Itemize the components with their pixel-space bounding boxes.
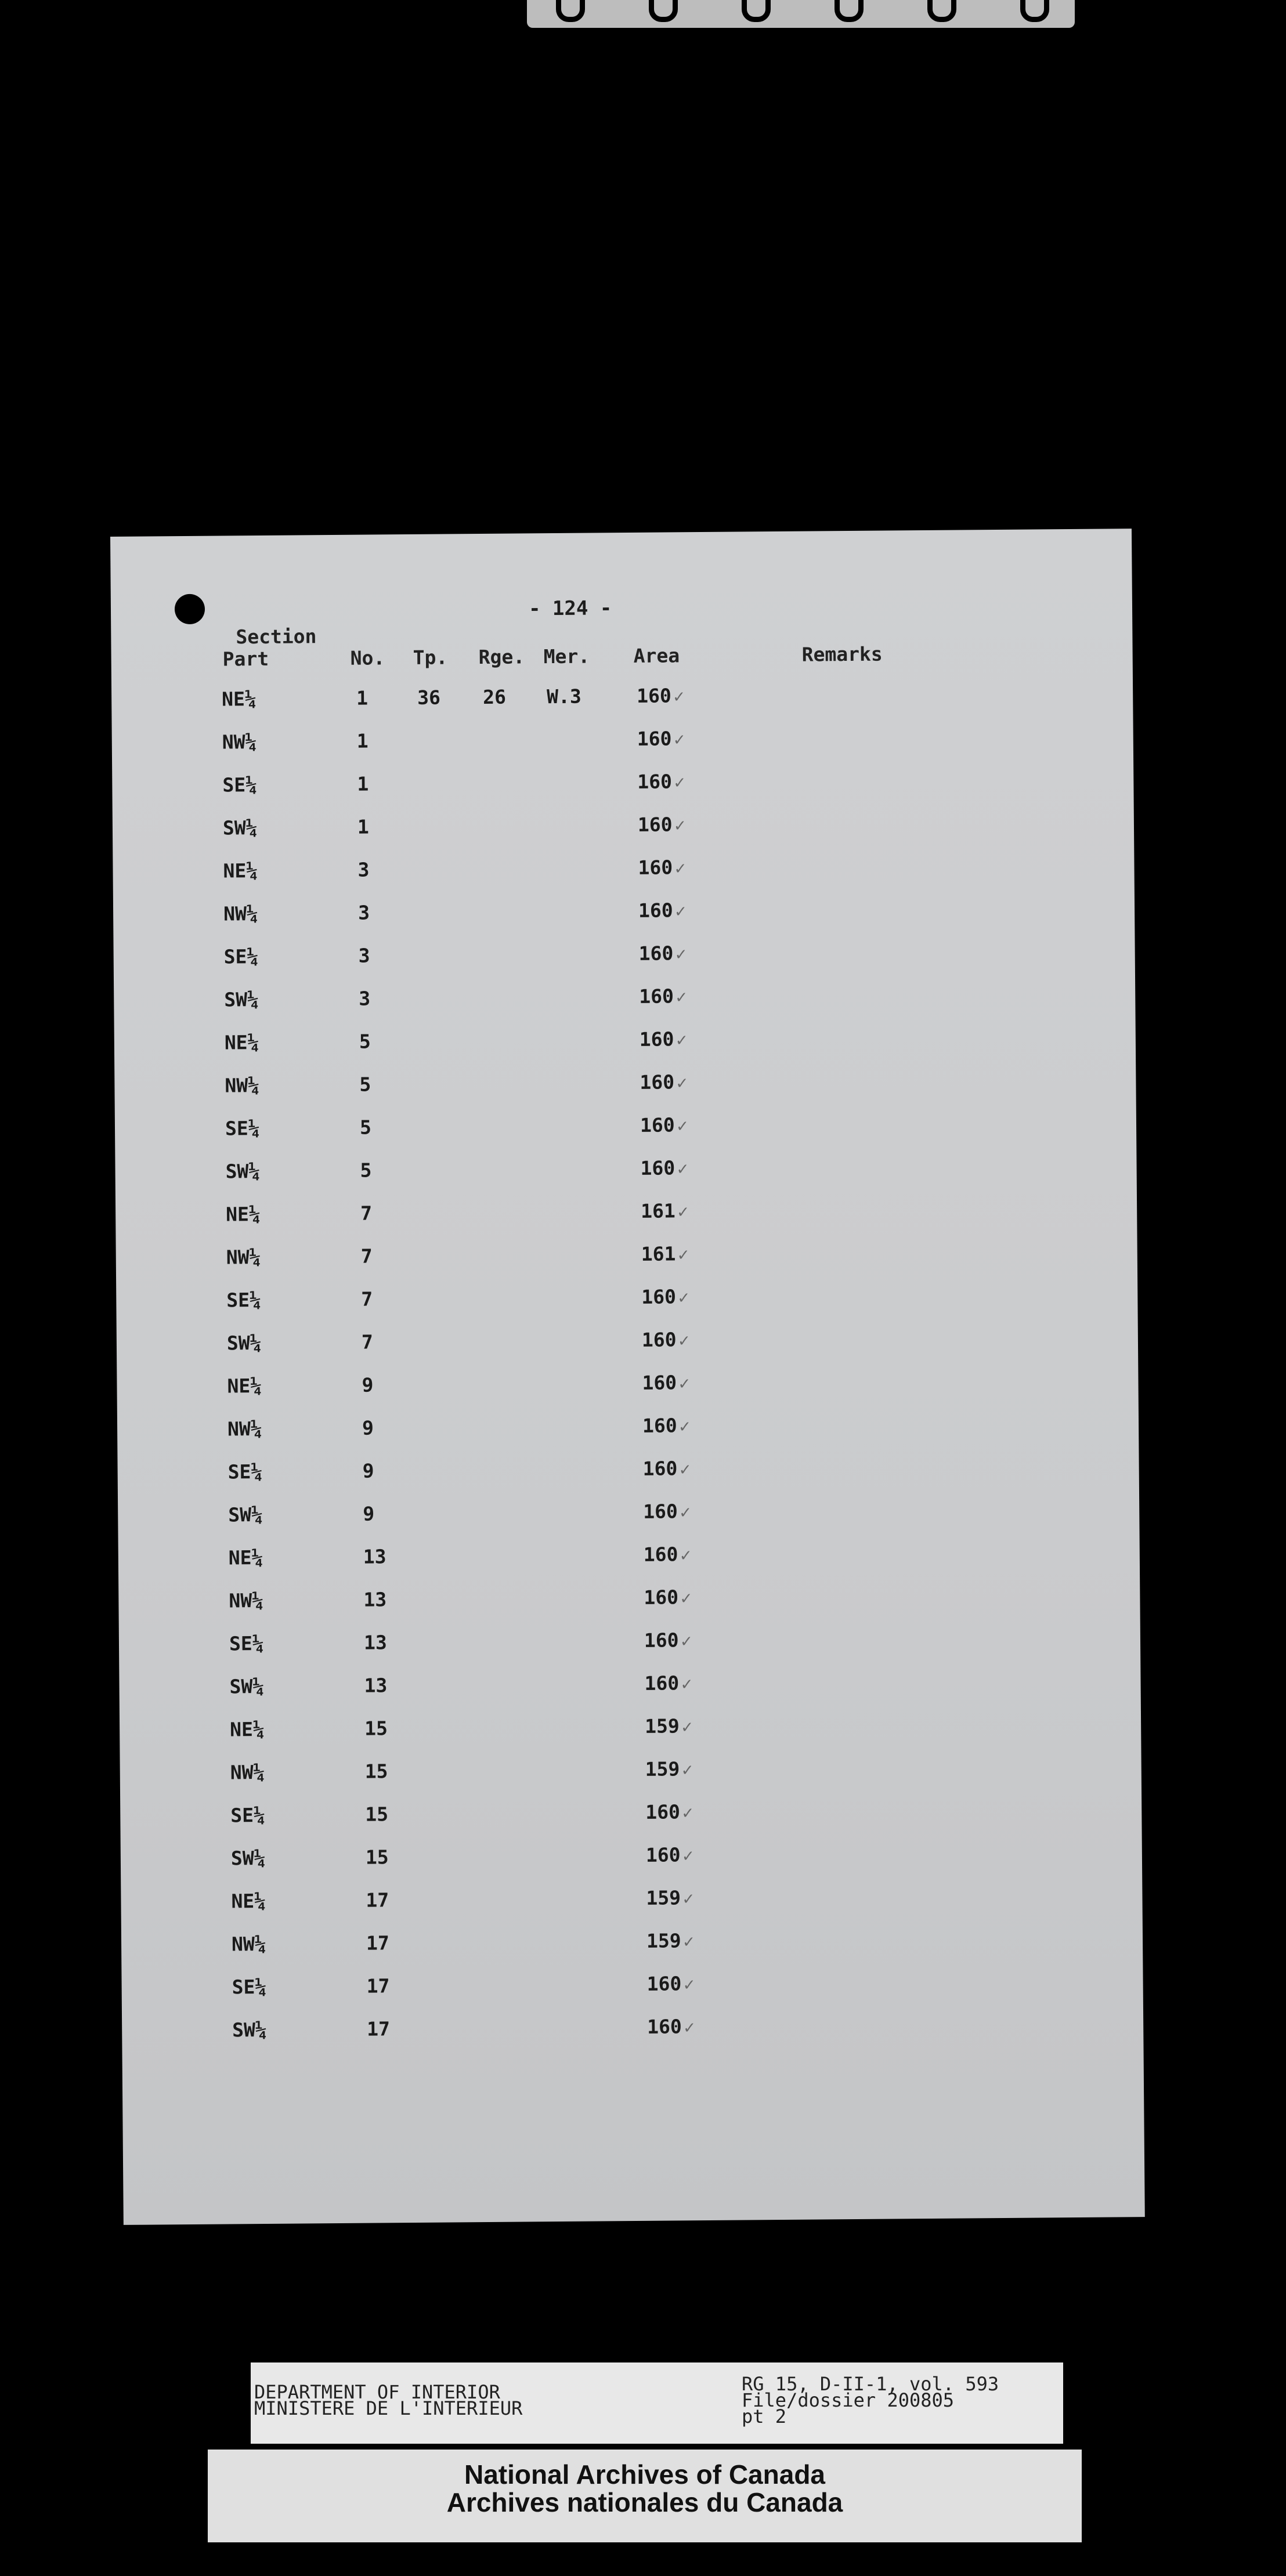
- cell-no: 13: [364, 1674, 388, 1697]
- cell-part: SE¼: [232, 1975, 267, 1999]
- table-row: [120, 1754, 1141, 1797]
- sprocket-hole: [927, 0, 956, 22]
- cell-no: 7: [361, 1330, 373, 1354]
- cell-no: 1: [356, 729, 369, 752]
- cell-area: [637, 727, 685, 750]
- cell-no: 13: [363, 1631, 387, 1654]
- table-row: [112, 766, 1133, 809]
- cell-part: SW¼: [224, 988, 259, 1011]
- checkmark-icon: ✓: [682, 1846, 693, 1866]
- cell-no: 9: [362, 1416, 374, 1439]
- area-value: 160: [640, 1156, 675, 1180]
- cell-part: NW¼: [229, 1589, 264, 1612]
- cell-part: SE¼: [227, 1460, 263, 1484]
- area-value: 160: [638, 899, 673, 922]
- cell-area: [645, 1800, 693, 1824]
- checkmark-icon: ✓: [678, 1287, 689, 1308]
- cell-part: SE¼: [229, 1631, 264, 1655]
- cell-no: 17: [367, 2017, 391, 2040]
- cell-mer: W.3: [547, 685, 581, 708]
- checkmark-icon: ✓: [677, 1202, 688, 1222]
- cell-part: NE¼: [230, 1717, 265, 1741]
- ref-line1: RG 15, D-II-1, vol. 593: [742, 2373, 999, 2395]
- checkmark-icon: ✓: [680, 1588, 692, 1609]
- area-value: 160: [641, 1328, 677, 1351]
- cell-area: [647, 2015, 695, 2038]
- checkmark-icon: ✓: [675, 987, 687, 1008]
- checkmark-icon: ✓: [674, 729, 685, 750]
- checkmark-icon: ✓: [677, 1116, 688, 1137]
- film-strip: [527, 0, 1075, 28]
- table-row: [113, 852, 1134, 895]
- cell-area: [644, 1671, 692, 1695]
- area-value: 160: [644, 1586, 679, 1609]
- cell-part: SE¼: [226, 1288, 262, 1312]
- cell-area: [640, 1113, 688, 1137]
- cell-area: [644, 1629, 692, 1652]
- area-value: 160: [647, 2015, 682, 2038]
- cell-part: SE¼: [222, 773, 258, 797]
- banner-line-fr: Archives nationales du Canada: [446, 2487, 843, 2517]
- cell-no: 3: [358, 944, 370, 967]
- area-value: 160: [637, 684, 671, 707]
- cell-part: SE¼: [223, 945, 259, 968]
- cell-no: 5: [359, 1116, 372, 1139]
- cell-part: SW¼: [222, 816, 258, 840]
- cell-no: 9: [362, 1373, 374, 1396]
- table-row: [115, 1110, 1136, 1153]
- cell-no: 17: [366, 1888, 389, 1912]
- table-row: [112, 723, 1133, 766]
- area-value: 160: [643, 1500, 678, 1523]
- table-row: [117, 1410, 1139, 1453]
- checkmark-icon: ✓: [673, 686, 685, 707]
- cell-no: 7: [360, 1244, 373, 1268]
- cell-no: 13: [363, 1588, 387, 1611]
- checkmark-icon: ✓: [674, 858, 686, 879]
- area-value: 161: [641, 1199, 675, 1222]
- cell-no: 3: [357, 901, 370, 924]
- cell-no: 17: [366, 1974, 390, 1998]
- area-value: 159: [646, 1886, 681, 1909]
- checkmark-icon: ✓: [678, 1330, 689, 1351]
- cell-no: 5: [359, 1073, 371, 1096]
- ref-line3: pt 2: [742, 2405, 787, 2427]
- cell-no: 5: [360, 1159, 372, 1182]
- dept-fr: MINISTERE DE L'INTERIEUR: [254, 2397, 523, 2419]
- cell-part: SW¼: [225, 1160, 261, 1183]
- cell-area: [646, 1843, 693, 1866]
- area-value: 160: [637, 813, 673, 836]
- sprocket-hole: [649, 0, 678, 22]
- sprocket-hole: [742, 0, 771, 22]
- header-tp: Tp.: [413, 646, 448, 669]
- cell-area: [641, 1199, 688, 1222]
- sprocket-hole: [556, 0, 585, 22]
- area-value: 159: [645, 1757, 680, 1781]
- sprocket-hole: [1020, 0, 1049, 22]
- table-row: [120, 1711, 1141, 1754]
- checkmark-icon: ✓: [684, 1974, 695, 1995]
- header-remarks: Remarks: [801, 642, 883, 666]
- ref-line2: File/dossier 200805: [742, 2389, 955, 2411]
- area-value: 160: [638, 856, 673, 879]
- area-value: 161: [641, 1242, 676, 1265]
- cell-no: 15: [365, 1846, 389, 1869]
- checkmark-icon: ✓: [683, 1931, 694, 1952]
- checkmark-icon: ✓: [677, 1159, 688, 1180]
- sprocket-hole: [835, 0, 864, 22]
- cell-area: [644, 1586, 691, 1609]
- cell-no: 15: [364, 1760, 388, 1783]
- cell-area: [637, 770, 685, 793]
- area-value: 160: [643, 1543, 678, 1566]
- table-row: [121, 1969, 1143, 2011]
- punch-hole: [175, 594, 205, 624]
- cell-area: [641, 1285, 689, 1308]
- table-row: [121, 1926, 1143, 1969]
- checkmark-icon: ✓: [679, 1416, 690, 1437]
- checkmark-icon: ✓: [682, 1760, 693, 1781]
- cell-part: NW¼: [226, 1246, 261, 1269]
- cell-area: [642, 1328, 689, 1351]
- cell-area: [640, 1027, 687, 1051]
- dept-en: DEPARTMENT OF INTERIOR: [254, 2381, 500, 2403]
- page-number: - 124 -: [528, 596, 612, 621]
- cell-part: NE¼: [224, 1031, 259, 1054]
- table-row: [115, 1196, 1137, 1239]
- cell-area: [639, 985, 687, 1008]
- area-value: 160: [640, 1113, 675, 1137]
- area-value: 159: [644, 1714, 680, 1738]
- checkmark-icon: ✓: [681, 1631, 692, 1652]
- table-row: [118, 1496, 1139, 1539]
- table-row: [120, 1797, 1141, 1840]
- checkmark-icon: ✓: [674, 772, 685, 793]
- cell-no: 15: [365, 1803, 389, 1826]
- cell-part: NW¼: [227, 1417, 262, 1441]
- cell-area: [646, 1929, 694, 1952]
- table-row: [114, 1067, 1136, 1110]
- cell-part: NE¼: [223, 859, 258, 882]
- table-row: [119, 1625, 1140, 1668]
- area-value: 160: [644, 1629, 679, 1652]
- cell-part: NE¼: [222, 688, 257, 711]
- area-value: 160: [640, 1070, 675, 1094]
- area-value: 159: [646, 1929, 681, 1952]
- cell-no: 7: [361, 1287, 373, 1311]
- header-section: Section: [236, 625, 317, 649]
- table-row: [118, 1582, 1140, 1625]
- checkmark-icon: ✓: [680, 1502, 691, 1523]
- area-value: 160: [637, 727, 672, 750]
- table-row: [122, 2011, 1143, 2054]
- table-row: [118, 1539, 1140, 1582]
- checkmark-icon: ✓: [680, 1459, 691, 1480]
- table-row: [114, 1024, 1136, 1067]
- cell-no: 3: [359, 987, 371, 1010]
- table-row: [118, 1453, 1139, 1496]
- cell-part: SW¼: [230, 1846, 266, 1870]
- table-row: [117, 1367, 1138, 1410]
- cell-no: 1: [356, 686, 369, 710]
- cell-area: [646, 1972, 694, 1995]
- table-row: [121, 1840, 1142, 1883]
- checkmark-icon: ✓: [678, 1244, 689, 1265]
- cell-area: [645, 1714, 692, 1738]
- cell-no: 9: [363, 1502, 375, 1525]
- cell-area: [639, 942, 687, 965]
- cell-part: NE¼: [226, 1203, 261, 1226]
- cell-area: [638, 813, 685, 836]
- area-value: 160: [641, 1285, 677, 1308]
- table-row: [114, 981, 1135, 1024]
- cell-area: [642, 1414, 690, 1437]
- cell-area: [637, 684, 684, 707]
- cell-area: [641, 1242, 689, 1265]
- checkmark-icon: ✓: [680, 1545, 691, 1566]
- area-value: 160: [645, 1800, 681, 1824]
- area-value: 160: [642, 1371, 677, 1394]
- archives-banner: [208, 2450, 1082, 2542]
- table-row: [116, 1282, 1137, 1325]
- checkmark-icon: ✓: [675, 901, 686, 922]
- table-row: [115, 1153, 1136, 1196]
- table-row: [121, 1883, 1142, 1926]
- checkmark-icon: ✓: [681, 1674, 692, 1695]
- cell-no: 9: [362, 1459, 374, 1482]
- checkmark-icon: ✓: [676, 1030, 687, 1051]
- area-value: 160: [638, 942, 674, 965]
- banner-line-en: National Archives of Canada: [464, 2459, 825, 2490]
- cell-area: [638, 856, 685, 879]
- table-row: [113, 895, 1135, 938]
- cell-part: NE¼: [227, 1374, 262, 1398]
- area-value: 160: [644, 1671, 680, 1695]
- header-mer: Mer.: [543, 645, 590, 668]
- cell-part: NW¼: [231, 1932, 266, 1956]
- table-row: [117, 1325, 1138, 1367]
- area-value: 160: [642, 1457, 678, 1480]
- header-no: No.: [350, 646, 385, 670]
- cell-no: 5: [359, 1030, 371, 1053]
- checkmark-icon: ✓: [675, 944, 687, 965]
- cell-part: SW¼: [229, 1674, 265, 1698]
- cell-area: [642, 1457, 690, 1480]
- table-row: [119, 1668, 1140, 1711]
- cell-part: NW¼: [230, 1760, 265, 1784]
- header-area: Area: [633, 644, 680, 667]
- cell-part: NE¼: [228, 1546, 263, 1569]
- cell-part: NW¼: [225, 1074, 260, 1097]
- cell-area: [643, 1500, 691, 1523]
- cell-area: [638, 899, 686, 922]
- cell-no: 3: [357, 858, 370, 881]
- cell-part: NE¼: [231, 1889, 266, 1913]
- table-row: [111, 681, 1133, 723]
- cell-no: 1: [357, 815, 369, 838]
- cell-part: NW¼: [223, 902, 258, 925]
- cell-part: NW¼: [222, 730, 257, 754]
- area-value: 160: [645, 1843, 681, 1866]
- area-value: 160: [642, 1414, 677, 1437]
- area-value: 160: [639, 1027, 674, 1051]
- cell-area: [646, 1886, 693, 1909]
- area-value: 160: [637, 770, 673, 793]
- cell-no: 1: [357, 772, 369, 795]
- table-row: [113, 809, 1134, 852]
- cell-part: SW¼: [228, 1503, 263, 1526]
- cell-part: SW¼: [232, 2018, 267, 2042]
- checkmark-icon: ✓: [682, 1888, 694, 1909]
- cell-no: 17: [366, 1931, 389, 1955]
- cell-part: SE¼: [230, 1803, 266, 1827]
- header-rge: Rge.: [478, 645, 525, 669]
- cell-no: 13: [363, 1545, 386, 1568]
- cell-part: SW¼: [226, 1331, 262, 1355]
- checkmark-icon: ✓: [674, 815, 685, 836]
- table-row: [114, 938, 1135, 981]
- cell-area: [640, 1070, 687, 1094]
- checkmark-icon: ✓: [676, 1073, 688, 1094]
- document-sheet: [110, 529, 1145, 2225]
- cell-area: [644, 1543, 691, 1566]
- cell-rge: 26: [483, 685, 507, 708]
- cell-tp: 36: [417, 686, 441, 709]
- archive-label: [251, 2362, 1063, 2444]
- area-value: 160: [646, 1972, 682, 1995]
- header-part: Part: [222, 647, 269, 671]
- cell-no: 7: [360, 1202, 373, 1225]
- cell-area: [645, 1757, 693, 1781]
- checkmark-icon: ✓: [681, 1717, 692, 1738]
- area-value: 160: [639, 985, 674, 1008]
- checkmark-icon: ✓: [678, 1373, 690, 1394]
- checkmark-icon: ✓: [684, 2017, 695, 2038]
- cell-area: [642, 1371, 689, 1394]
- cell-area: [640, 1156, 688, 1180]
- checkmark-icon: ✓: [682, 1803, 693, 1824]
- cell-part: SE¼: [225, 1117, 260, 1140]
- table-row: [116, 1239, 1137, 1282]
- cell-no: 15: [364, 1717, 388, 1740]
